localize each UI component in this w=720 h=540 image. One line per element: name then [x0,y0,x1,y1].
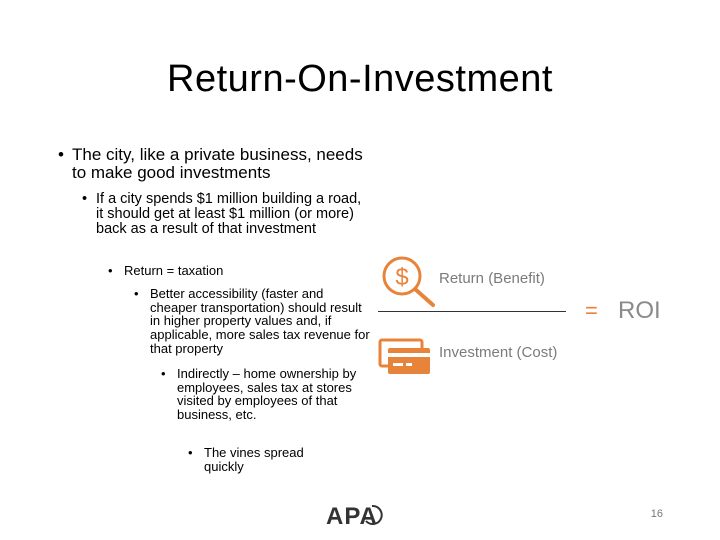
roi-diagram [370,250,670,380]
roi-result: ROI [618,297,661,324]
bullet-level-4 [134,287,372,355]
bullet-level-3 [108,264,374,278]
bullet-marker: • [134,286,139,301]
bullet-level-2 [82,192,371,238]
apa-logo [322,500,392,530]
bullet-text: Better accessibility (faster and cheaper transportation) should result in higher property values and, if applicable, more sales tax revenue for that property [150,286,370,356]
bullet-marker: • [58,145,64,164]
dollar-search-icon [378,254,440,308]
bullet-marker: • [108,263,113,278]
bullet-marker: • [82,191,88,207]
equals-sign: = [585,298,598,323]
return-label: Return (Benefit) [439,270,545,287]
svg-text:$: $ [395,264,409,291]
bullet-text: Return = taxation [124,263,224,278]
bullet-level-1 [58,146,372,182]
page-number: 16 [650,508,663,520]
slide-title: Return-On-Investment [167,58,553,100]
fraction-line [378,311,566,312]
bullet-marker: • [161,366,166,381]
logo-text: APA [326,503,378,530]
bullet-text: Indirectly – home ownership by employees, sales tax at stores visited by employees of that business, etc. [177,366,357,422]
bullet-marker: • [188,445,193,460]
credit-card-icon [378,338,432,376]
bullet-level-5 [161,367,373,422]
bullet-text: The city, like a private business, needs to make good investments [72,145,363,182]
investment-label: Investment (Cost) [439,344,558,361]
bullet-level-6 [188,446,344,473]
bullet-text: If a city spends $1 million building a road, it should get at least $1 million (or more) back as a result of that investment [96,191,362,238]
bullet-text: The vines spread quickly [204,445,304,474]
